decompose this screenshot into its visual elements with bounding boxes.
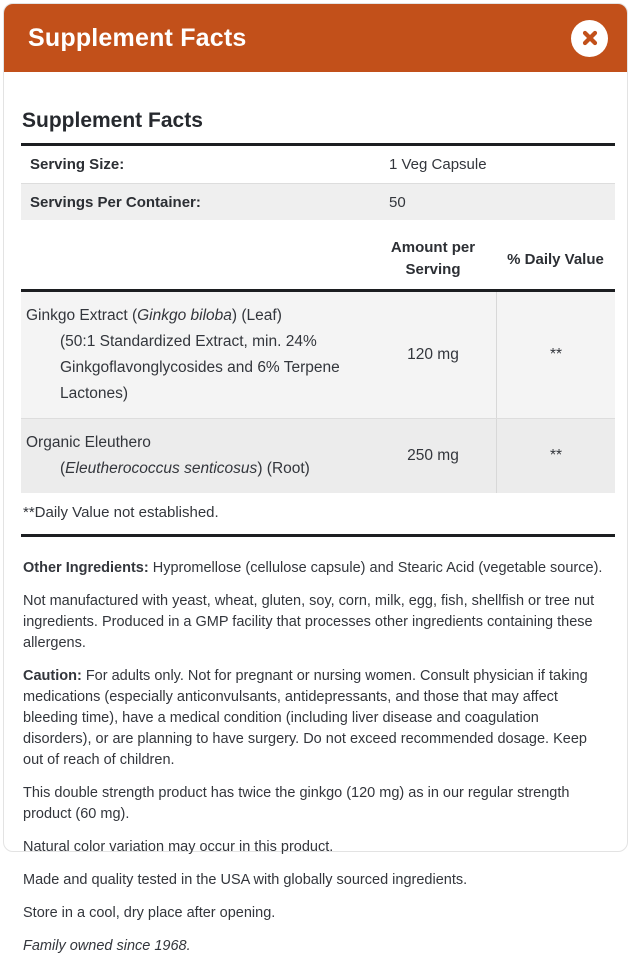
- serving-size-label: Serving Size:: [30, 156, 125, 173]
- eleuthero-name-cell: [21, 419, 370, 493]
- close-icon: [582, 30, 598, 46]
- servings-per-container-label: Servings Per Container:: [30, 193, 201, 211]
- eleuthero-amount-cell: 250 mg: [407, 447, 459, 464]
- supplement-facts-modal: [3, 3, 628, 954]
- product-notes: [21, 537, 613, 957]
- servings-per-container-row: [21, 183, 615, 220]
- modal-header: [4, 4, 627, 72]
- natural-color-paragraph: Natural color variation may occur in this product.: [23, 839, 334, 855]
- ingredients-table: [21, 289, 615, 493]
- servings-per-container-value: 50: [389, 193, 406, 211]
- caution-label: Caution:: [23, 668, 82, 684]
- facts-title: Supplement Facts: [22, 109, 203, 132]
- daily-value-footnote: **Daily Value not established.: [21, 493, 615, 537]
- eleuthero-detail-line: (Eleutherococcus senticosus) (Root): [60, 460, 310, 477]
- modal-body: [4, 72, 627, 957]
- family-owned-paragraph: Family owned since 1968.: [23, 938, 191, 954]
- other-ingredients-paragraph: [23, 558, 611, 579]
- allergen-paragraph: Not manufactured with yeast, wheat, gluten, soy, corn, milk, egg, fish, shellfish or tree nut ingredients. Produced in a GMP facility that processes other ingredients containing these allergens.: [23, 593, 595, 651]
- ginkgo-name-cell: [21, 292, 370, 418]
- double-strength-paragraph: This double strength product has twice the ginkgo (120 mg) as in our regular strength product (60 mg).: [23, 785, 570, 822]
- ginkgo-amount-cell: 120 mg: [407, 346, 459, 363]
- other-ingredients-label: Other Ingredients:: [23, 560, 149, 576]
- made-in-usa-paragraph: Made and quality tested in the USA with globally sourced ingredients.: [23, 872, 468, 888]
- storage-paragraph: Store in a cool, dry place after opening.: [23, 905, 276, 921]
- table-row-ginkgo: [21, 292, 615, 418]
- daily-value-column-header: % Daily Value: [507, 250, 604, 268]
- serving-table: [21, 143, 615, 220]
- column-header-spacer: [21, 237, 370, 281]
- caution-paragraph: [23, 666, 611, 771]
- ginkgo-daily-value-cell: **: [496, 292, 615, 418]
- table-row-eleuthero: [21, 418, 615, 493]
- eleuthero-name-line: Organic Eleuthero: [26, 434, 151, 451]
- serving-size-row: [21, 146, 615, 183]
- eleuthero-daily-value-cell: **: [496, 419, 615, 493]
- caution-text: For adults only. Not for pregnant or nursing women. Consult physician if taking medications (especially anticonvulsants, antidepressants, and those that may affect bleeding time), have a medical condition (including liver disease and coagulation disorders), or are planning to have surgery. Do not exceed recommended dosage. Keep out of reach of children.: [23, 668, 588, 768]
- close-button[interactable]: [571, 20, 608, 57]
- ginkgo-name-line: Ginkgo Extract (Ginkgo biloba) (Leaf): [26, 307, 282, 324]
- other-ingredients-text: Hypromellose (cellulose capsule) and Stearic Acid (vegetable source).: [148, 560, 603, 576]
- serving-size-value: 1 Veg Capsule: [389, 156, 487, 173]
- column-headers: [21, 237, 615, 281]
- amount-column-header: Amount per Serving: [390, 239, 476, 278]
- ginkgo-detail-line: (50:1 Standardized Extract, min. 24% Ginkgoflavonglycosides and 6% Terpene Lactones): [60, 333, 340, 402]
- modal-title: Supplement Facts: [28, 23, 247, 52]
